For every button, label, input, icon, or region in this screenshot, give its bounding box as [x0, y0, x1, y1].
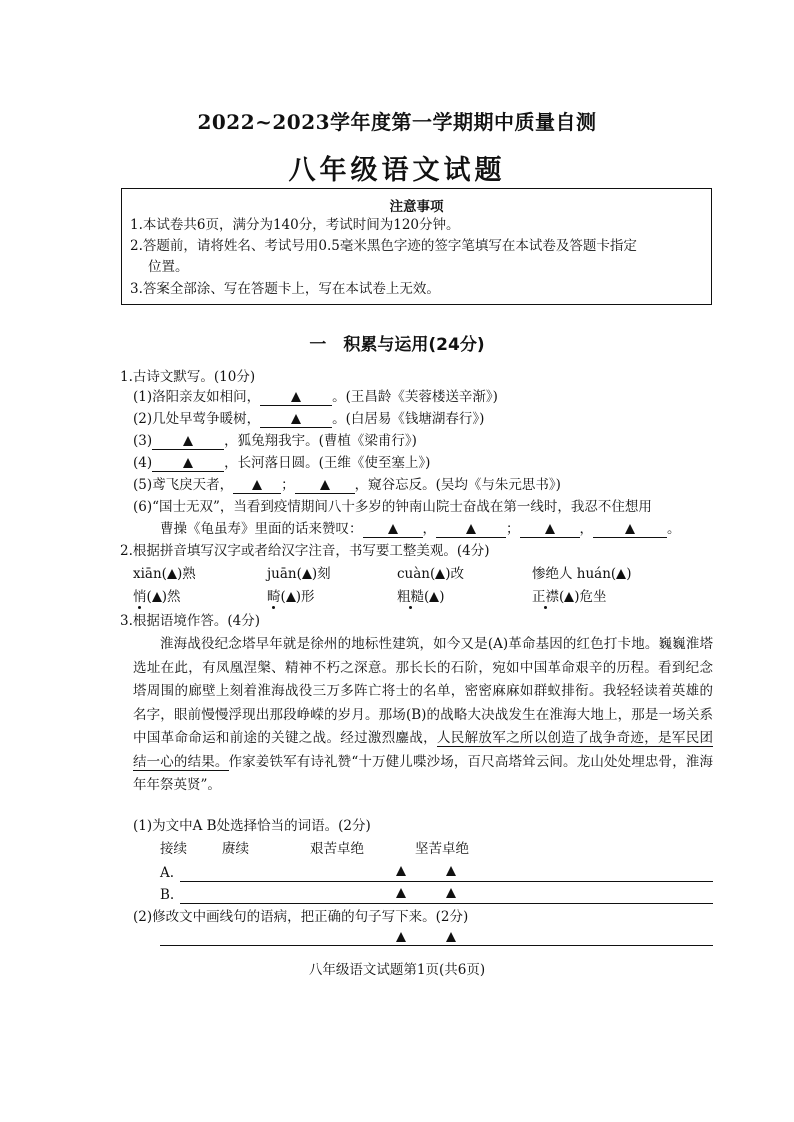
char-suffix: ) [439, 589, 445, 605]
notice-heading: 注意事项 [389, 199, 444, 215]
pinyin-text: 惨绝人 huán( [532, 566, 617, 582]
q3-option: 赓续 [222, 841, 249, 857]
pinyin-text: cuàn( [397, 566, 436, 582]
triangle-marker-icon [320, 480, 330, 490]
answer-blank[interactable] [260, 411, 332, 428]
q3-option: 艰苦卓绝 [310, 841, 364, 857]
q1-item-6-sep: ， [422, 521, 436, 537]
answer-blank[interactable] [152, 455, 224, 472]
underlined-sentence: 人民解放军之所以创造了战争奇迹，是军民团结一心的结果。 [133, 730, 714, 770]
exam-title: 2022~2023学年度第一学期期中质量自测 [197, 110, 597, 134]
notice-item: 3.答案全部涂、写在答题卡上，写在本试卷上无效。 [130, 281, 440, 297]
q3-stem: 3.根据语境作答。(4分) [120, 613, 261, 629]
dotted-char: 畸 [267, 589, 281, 605]
notice-box [121, 188, 712, 305]
answer-blank[interactable] [520, 521, 580, 538]
q3-option: 坚苦卓绝 [415, 841, 469, 857]
q2-item: 粗糙( ) [397, 589, 445, 605]
q1-item-2 [133, 408, 484, 430]
triangle-marker-icon[interactable] [152, 592, 162, 602]
q2-item [397, 563, 464, 585]
q1-item-5-mid: ； [281, 477, 295, 493]
pinyin-suffix: ) [626, 566, 632, 582]
q1-item-2-post: 。(白居易《钱塘湖春行》) [332, 411, 485, 427]
triangle-marker-icon [183, 458, 193, 468]
q1-item-3 [133, 430, 417, 452]
q1-item-3-pre: (3) [133, 433, 153, 449]
q1-item-6-prefix: 曹操《龟虽寿》里面的话来赞叹： [160, 521, 363, 537]
pinyin-suffix: )改 [445, 566, 465, 582]
notice-item: 2.答题前，请将姓名、考试号用0.5毫米黑色字迹的签字笔填写在本试卷及答题卡指定 [130, 238, 637, 254]
answer-line[interactable] [160, 945, 713, 946]
triangle-marker-icon [545, 524, 555, 534]
q1-stem: 1.古诗文默写。(10分) [120, 369, 256, 385]
q1-item-6-sep: ； [506, 521, 520, 537]
notice-item: 位置。 [148, 259, 189, 275]
q2-item: 悄( )然 [133, 589, 181, 605]
triangle-marker-icon [291, 392, 301, 402]
char-suffix: )形 [295, 589, 315, 605]
q1-item-3-post: ，狐兔翔我宇。(曹植《梁甫行》) [224, 433, 417, 449]
q2-item [532, 563, 631, 585]
q1-item-5-post: ，窥谷忘反。(吴均《与朱元思书》) [354, 477, 561, 493]
q2-item: 正襟( )危坐 [532, 589, 607, 605]
triangle-marker-icon[interactable] [435, 569, 445, 579]
paper-title: 八年级语文试题 [288, 155, 506, 186]
dotted-char: 悄 [133, 589, 147, 605]
q1-item-1 [133, 386, 498, 408]
q2-stem: 2.根据拼音填写汉字或者给汉字注音，书写要工整美观。(4分) [120, 543, 490, 559]
char-suffix: )然 [161, 589, 181, 605]
q1-item-5-pre: (5)鸢飞戾天者， [133, 477, 234, 493]
notice-item: 1.本试卷共6页，满分为140分，考试时间为120分钟。 [130, 217, 460, 233]
answer-blank[interactable] [260, 389, 332, 406]
triangle-marker-icon [466, 524, 476, 534]
q3-sub1: (1)为文中A B处选择恰当的词语。(2分) [133, 818, 371, 834]
q1-item-4-pre: (4) [133, 455, 153, 471]
triangle-marker-icon [396, 860, 406, 882]
triangle-marker-icon [183, 436, 193, 446]
q1-item-4-post: ，长河落日圆。(王维《使至塞上》) [224, 455, 431, 471]
answer-blank[interactable] [363, 521, 423, 538]
triangle-marker-icon [252, 480, 262, 490]
answer-blank[interactable] [295, 477, 355, 494]
pinyin-suffix: )熟 [176, 566, 196, 582]
answer-blank[interactable] [593, 521, 667, 538]
page-footer: 八年级语文试题第1页(共6页) [308, 962, 486, 978]
triangle-marker-icon[interactable] [286, 592, 296, 602]
triangle-marker-icon[interactable] [616, 569, 626, 579]
q3-sub2: (2)修改文中画线句的语病，把正确的句子写下来。(2分) [133, 909, 469, 925]
q1-item-6-line2 [160, 518, 681, 540]
passage-text: 作家姜铁军有诗礼赞“十万健儿喋沙场，百尺高塔耸云间。龙山处处埋忠骨，淮海年年祭英贤”。 [133, 753, 713, 793]
triangle-marker-icon [446, 860, 456, 882]
q1-item-6-sep: ， [579, 521, 593, 537]
q2-item: 畸( )形 [267, 589, 315, 605]
char-suffix: )危坐 [574, 589, 607, 605]
q1-item-2-pre: (2)几处早莺争暖树， [133, 411, 261, 427]
q1-item-5 [133, 474, 561, 496]
triangle-marker-icon [396, 882, 406, 904]
triangle-marker-icon[interactable] [167, 569, 177, 579]
triangle-marker-icon [291, 414, 301, 424]
passage-text: 淮海战役纪念塔早年就是徐州的地标性建筑，如今又是(A)革命基因的红色打卡地。巍巍淮塔选址在此，有凤凰涅槃、精神不朽之深意。那长长的石阶，宛如中国革命艰辛的历程。看到纪念塔周围的廊壁上刻着淮海战役三万多阵亡将士的名单，密密麻麻如群蚁排衔。我轻轻读着英雄的名字，眼前慢慢浮现出那段峥嵘的岁月。那场(B)的战略大决战发生在淮海大地上，那是一场关系中国革命命运和前途的关键之战。经过激烈鏖战， [133, 636, 713, 746]
triangle-marker-icon [388, 524, 398, 534]
q1-item-4 [133, 452, 430, 474]
q1-item-1-post: 。(王昌龄《芙蓉楼送辛渐》) [332, 389, 498, 405]
answer-blank[interactable] [233, 477, 281, 494]
q1-item-1-pre: (1)洛阳亲友如相问， [133, 389, 261, 405]
triangle-marker-icon [446, 882, 456, 904]
pinyin-text: xiān( [133, 566, 167, 582]
answer-blank[interactable] [436, 521, 506, 538]
pinyin-suffix: )刻 [311, 566, 331, 582]
section-title: 一 积累与运用(24分) [309, 335, 485, 355]
triangle-marker-icon[interactable] [429, 592, 439, 602]
dotted-char: 粗糙 [397, 589, 424, 605]
q3-option: 接续 [160, 841, 187, 857]
q3-passage [133, 633, 713, 798]
q1-item-6-line1: (6)“国士无双”，当看到疫情期间八十多岁的钟南山院士奋战在第一线时，我忍不住想用 [133, 499, 652, 515]
q1-item-6-end: 。 [667, 521, 681, 537]
triangle-marker-icon [625, 524, 635, 534]
pinyin-text: juān( [267, 566, 302, 582]
q2-item [133, 563, 196, 585]
q3-label-b: B. [160, 887, 175, 903]
q3-label-a: A. [160, 865, 175, 881]
q2-item [267, 563, 331, 585]
triangle-marker-icon[interactable] [302, 569, 312, 579]
answer-blank[interactable] [152, 433, 224, 450]
triangle-marker-icon[interactable] [564, 592, 574, 602]
dotted-char: 正襟 [532, 589, 559, 605]
